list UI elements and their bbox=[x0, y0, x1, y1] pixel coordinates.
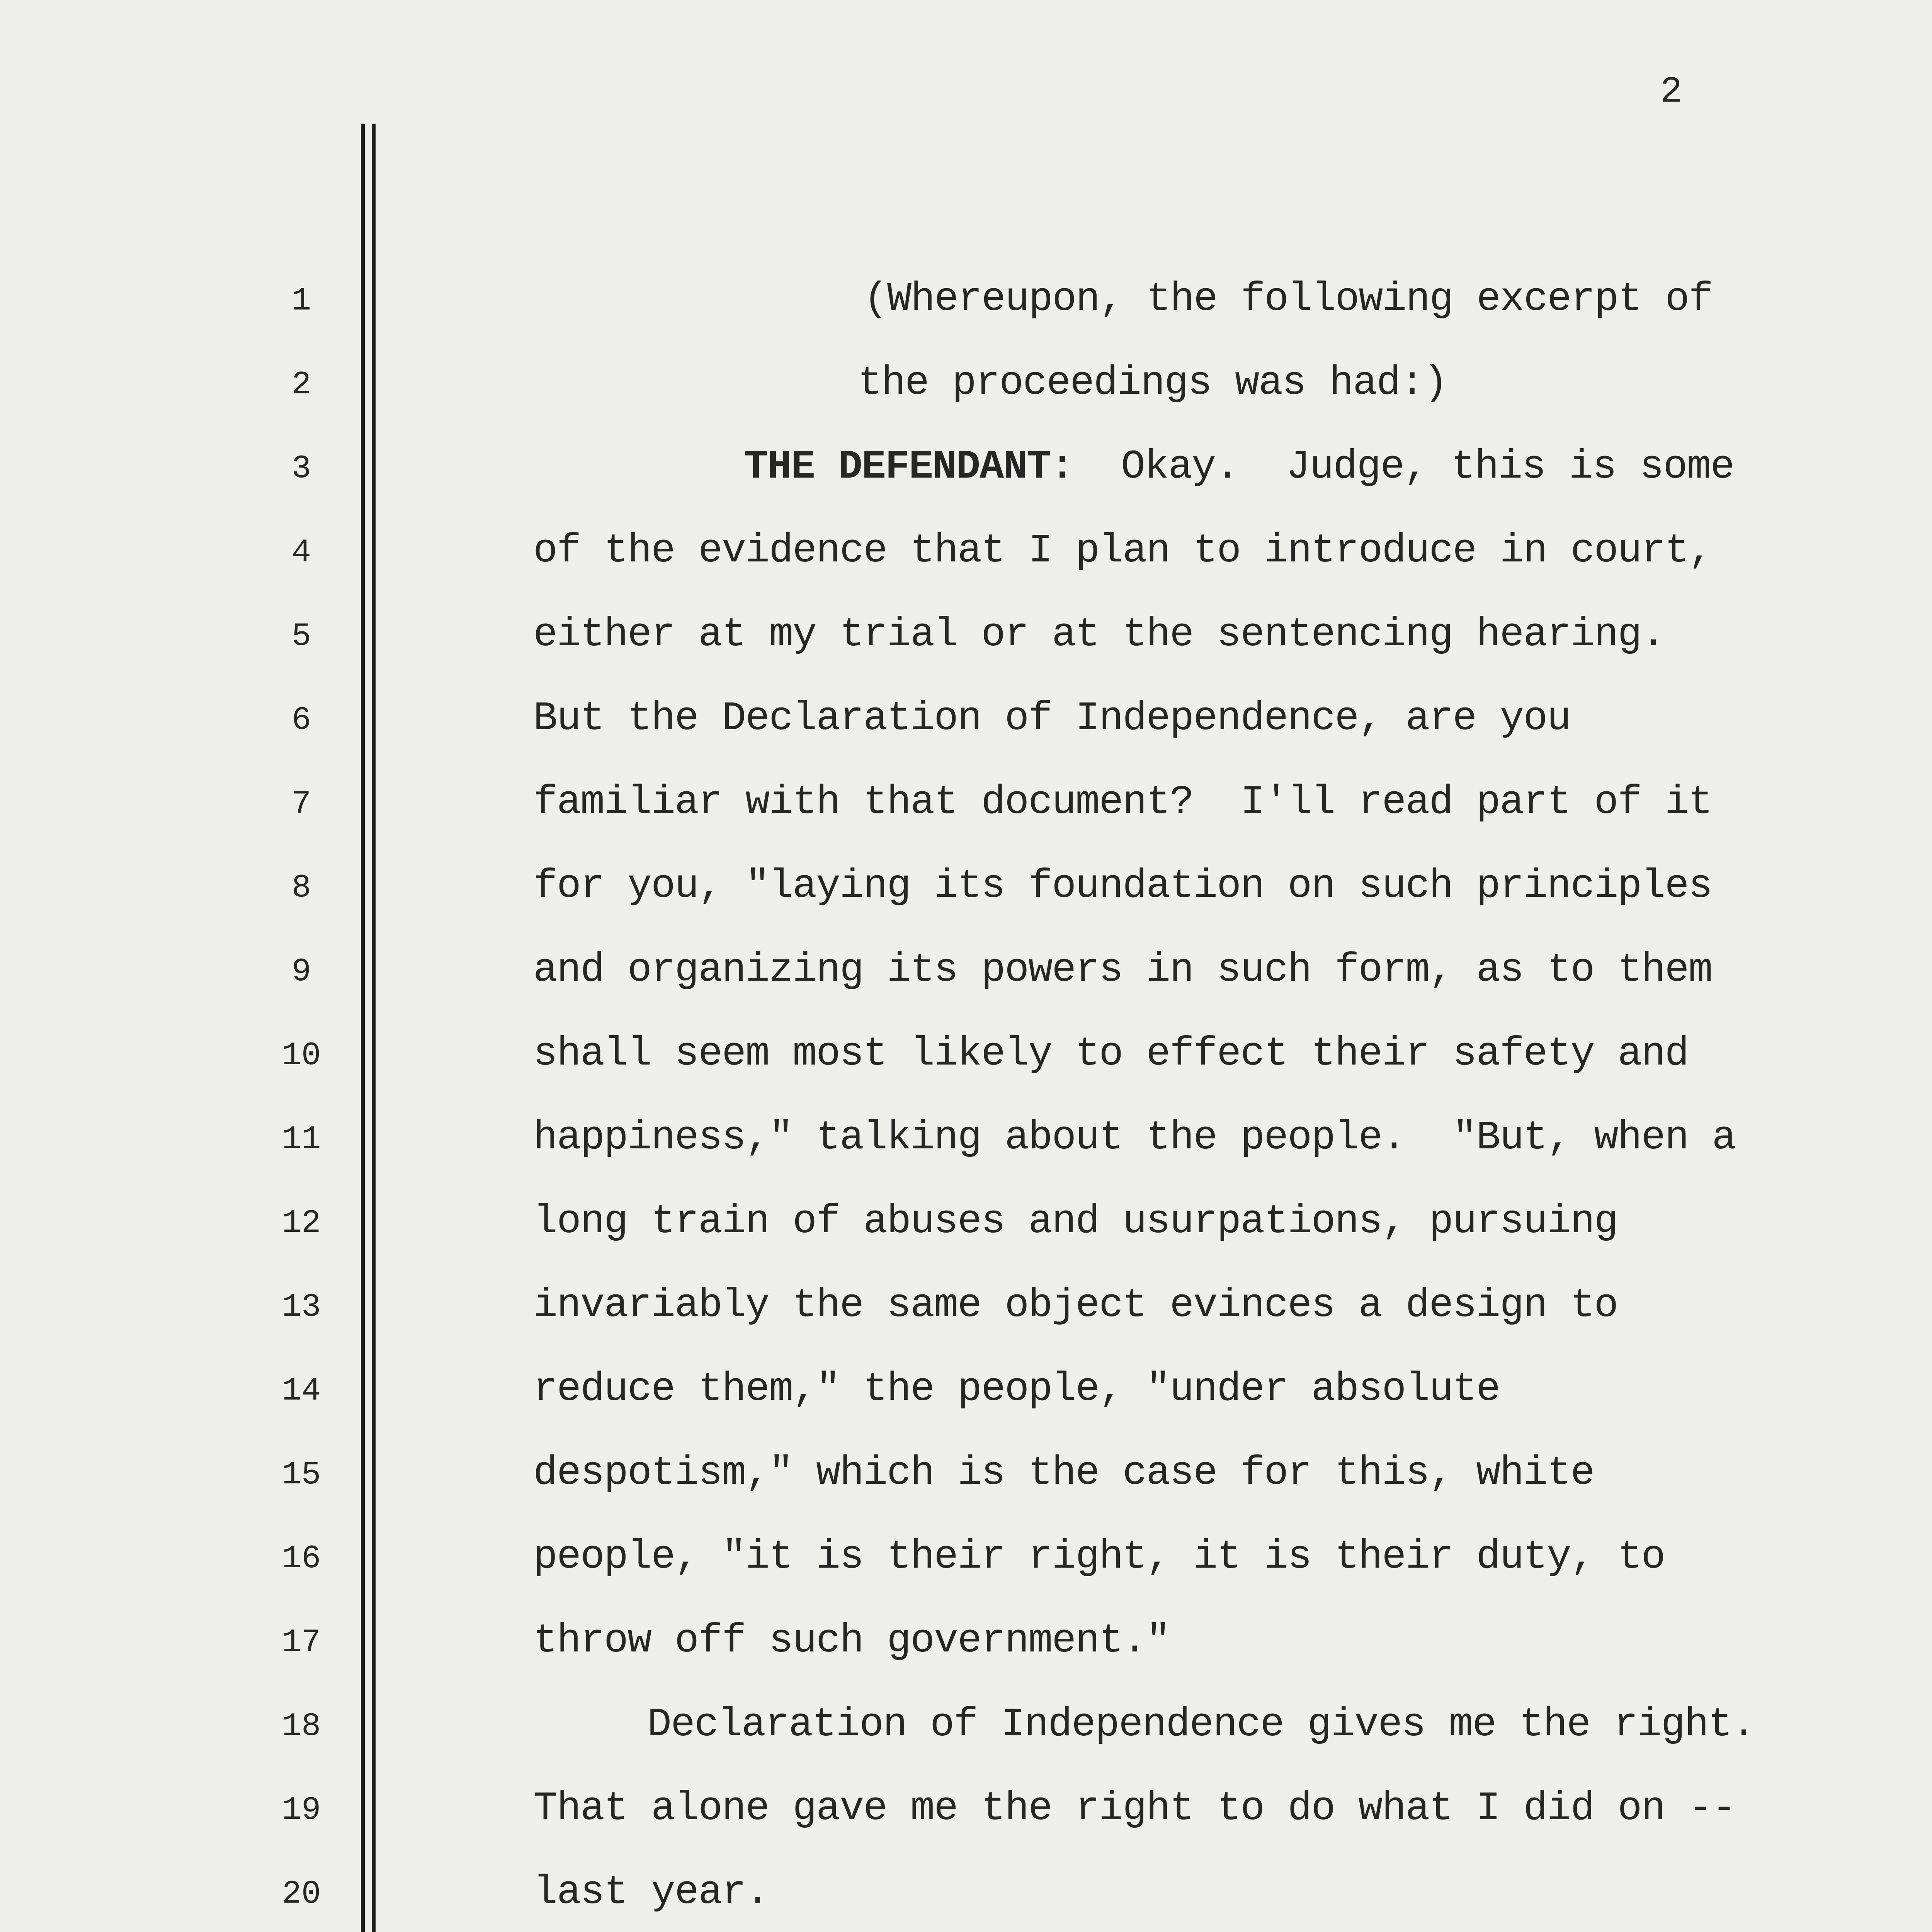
line-number: 13 bbox=[282, 1289, 321, 1326]
transcript-line: the proceedings was had:) bbox=[858, 360, 1447, 406]
speaker-label: THE DEFENDANT: bbox=[744, 444, 1074, 490]
transcript-line bbox=[744, 444, 1734, 490]
line-number: 2 bbox=[291, 367, 311, 403]
transcript-line: long train of abuses and usurpations, pursuing bbox=[533, 1199, 1618, 1245]
line-number: 1 bbox=[291, 283, 311, 320]
transcript-line: for you, "laying its foundation on such principles bbox=[533, 863, 1712, 909]
line-number: 4 bbox=[291, 534, 311, 571]
line-number: 17 bbox=[282, 1624, 321, 1661]
line-number: 3 bbox=[291, 451, 311, 487]
transcript-line: shall seem most likely to effect their safety and bbox=[533, 1031, 1689, 1077]
page-number: 2 bbox=[1660, 71, 1682, 113]
line-number: 19 bbox=[282, 1792, 321, 1829]
line-number: 15 bbox=[282, 1457, 321, 1493]
transcript-line: familiar with that document? I'll read part of it bbox=[533, 779, 1712, 825]
line-number: 14 bbox=[282, 1373, 321, 1410]
transcript-line: But the Declaration of Independence, are you bbox=[533, 696, 1571, 742]
transcript-line: reduce them," the people, "under absolute bbox=[533, 1366, 1500, 1412]
line-number: 7 bbox=[291, 786, 311, 823]
transcript-line: happiness," talking about the people. "But, when a bbox=[533, 1115, 1736, 1161]
line-number: 18 bbox=[282, 1708, 321, 1745]
transcript-line: of the evidence that I plan to introduce in court, bbox=[533, 528, 1712, 574]
line-number: 20 bbox=[282, 1876, 321, 1913]
transcript-line: people, "it is their right, it is their duty, to bbox=[533, 1534, 1665, 1580]
line-number: 9 bbox=[291, 954, 311, 990]
line-number: 10 bbox=[282, 1037, 321, 1074]
line-number: 6 bbox=[291, 702, 311, 739]
line-number: 12 bbox=[282, 1205, 321, 1242]
line-number: 11 bbox=[282, 1121, 321, 1158]
line-number: 16 bbox=[282, 1541, 321, 1577]
transcript-line: last year. bbox=[533, 1869, 769, 1915]
speaker-text: Okay. Judge, this is some bbox=[1074, 444, 1734, 490]
line-number: 5 bbox=[291, 618, 311, 655]
transcript-line: despotism," which is the case for this, white bbox=[533, 1450, 1594, 1496]
transcript-line: and organizing its powers in such form, as to them bbox=[533, 947, 1712, 993]
transcript-line: (Whereupon, the following excerpt of bbox=[864, 276, 1713, 322]
line-number: 8 bbox=[291, 870, 311, 906]
transcript-line: invariably the same object evinces a design to bbox=[533, 1282, 1618, 1328]
transcript-line: either at my trial or at the sentencing hearing. bbox=[533, 612, 1665, 658]
transcript-line: throw off such government." bbox=[533, 1618, 1170, 1664]
transcript-line: That alone gave me the right to do what I did on -- bbox=[533, 1786, 1736, 1832]
margin-rule-right bbox=[372, 124, 376, 1932]
transcript-line: Declaration of Independence gives me the right. bbox=[647, 1702, 1755, 1748]
